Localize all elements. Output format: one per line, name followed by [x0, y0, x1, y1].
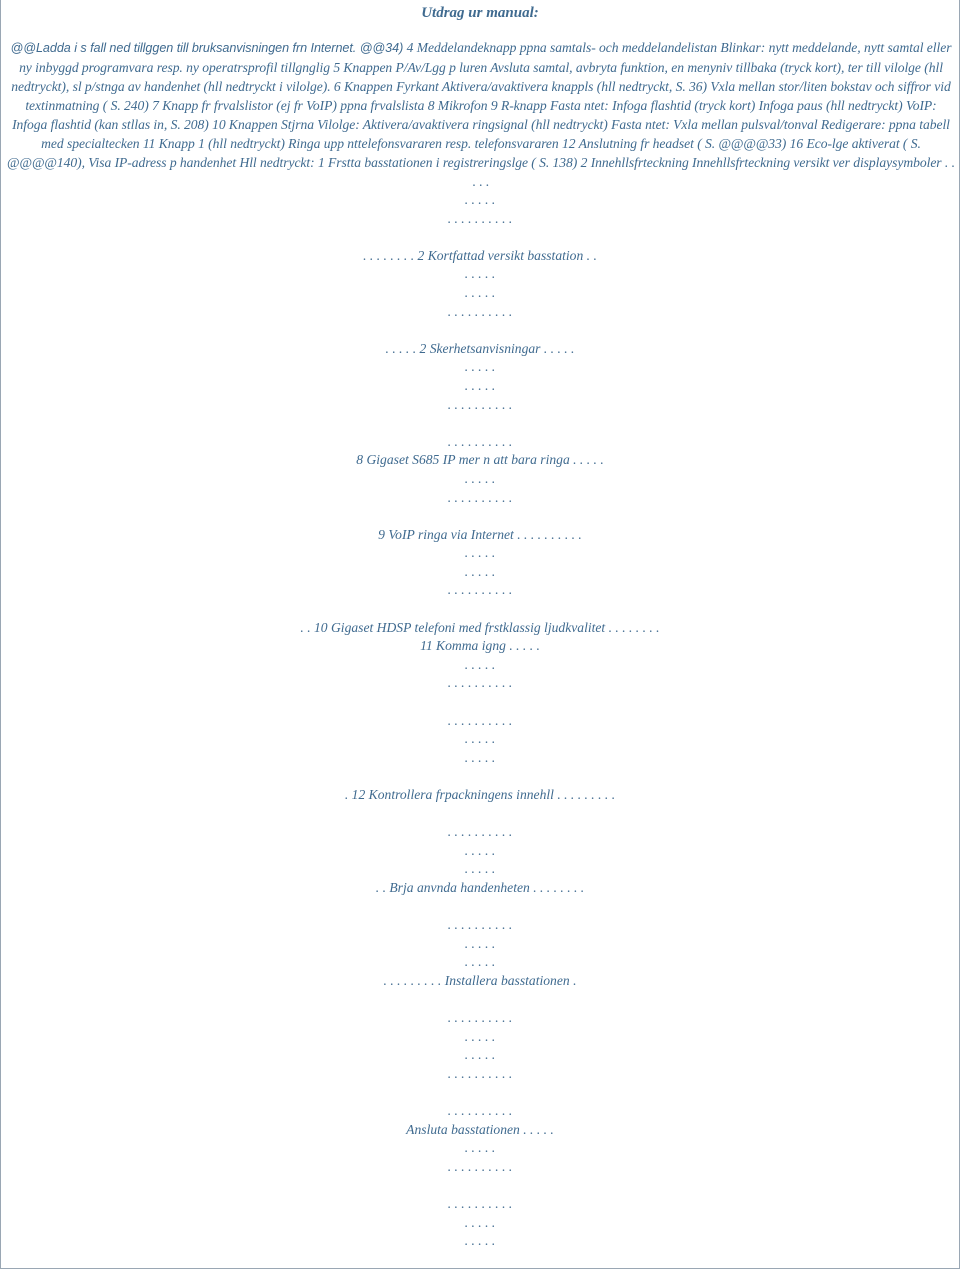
toc-line: . . . . . — [464, 1214, 496, 1230]
toc-line: . . . . . . . . . . — [447, 489, 513, 505]
toc-line: . . . . . . . . . . — [447, 712, 513, 728]
toc-line: . . . . . . . . . . — [447, 1010, 513, 1026]
toc-line: . . . . . — [464, 377, 496, 393]
toc-line: . . . . . . . . . . — [447, 303, 513, 319]
toc-line: Ansluta basstationen . . . . . — [406, 1121, 554, 1137]
toc-line: . . . . . — [464, 1047, 496, 1063]
table-of-contents — [1, 191, 959, 1251]
toc-line: . . . . . — [464, 192, 496, 207]
toc-line: . . . . . . . . . . — [447, 917, 513, 933]
toc-spacer — [1, 991, 959, 1010]
toc-spacer — [1, 600, 959, 619]
toc-line: . . 10 Gigaset HDSP telefoni med frstklassig ljudkvalitet . . . . . . . . — [300, 619, 660, 635]
toc-line: 8 Gigaset S685 IP mer n att bara ringa . . . . . — [356, 452, 604, 468]
toc-line: . . . . . . . . . . — [447, 1196, 513, 1212]
toc-line: . . . . . 2 Skerhetsanvisningar . . . . . — [385, 340, 575, 356]
toc-line: . . . . . — [464, 545, 496, 561]
toc-spacer — [1, 767, 959, 786]
toc-spacer — [1, 507, 959, 526]
toc-line: . . . . . — [464, 842, 496, 858]
toc-line: . . . . . . . . . . — [447, 1103, 513, 1119]
toc-line: . . . . . . . . . . — [447, 396, 513, 412]
toc-line: . . . . . . . . . Installera basstationen . — [383, 972, 577, 988]
toc-line: . . . . . — [464, 284, 496, 300]
intro-key-descriptions: 4 Meddelandeknapp ppna samtals- och meddelandelistan Blinkar: nytt meddelande, nytt samtal eller ny inbyggd programvara resp. ny operatrsprofil tillgnglig 5 Knappen P/Av/Lgg p luren Avsluta samtal, avbryta funktion, en menyniv tillbaka (tryck kort), ter till vilolge (hll nedtryckt), sl p/stnga av handenhet (hll nedtryckt i vilolge). 6 Knappen Fyrkant Aktivera/avaktivera knappls (hll nedtryckt, S. 36) Vxla mellan stor/liten bokstav och siffror vid textinmatning ( S. 240) 7 Knapp fr frvalslistor (ej fr VoIP) ppna frvalslista 8 Mikrofon 9 R-knapp Fasta ntet: Infoga flashtid (tryck kort) Infoga paus (hll nedtryckt) VoIP: Infoga flashtid (kan stllas in, S. 208) 10 Knappen Stjrna Vilolge: Aktivera/avaktivera ringsignal (hll nedtryckt) Fasta ntet: Vxla mellan pulsval/tonval Redigerare: ppna tabell med specialtecken 11 Knapp 1 (hll nedtryckt) Ringa upp nttelefonsvararen resp. telefonsvararen 12 Anslutning fr headset ( S. @@@@33) 16 Eco-lge aktiverat ( S. @@@@140), Visa IP-adress p handenhet Hll nedtryckt: 1 Frstta basstationen i registreringslge ( S. 138) 2 Innehllsfrteckning Innehllsfrteckning versikt ver displaysymboler . . . . . — [7, 40, 955, 189]
toc-line: . . . . . — [464, 954, 496, 970]
toc-line: . . . . . . . . . . — [447, 210, 513, 226]
toc-spacer — [1, 693, 959, 712]
toc-spacer — [1, 805, 959, 824]
toc-line: . . . . . — [464, 731, 496, 747]
toc-line: . . . . . . . . . . — [447, 1158, 513, 1174]
toc-line: 9 VoIP ringa via Internet . . . . . . . . . . — [378, 526, 582, 542]
toc-line: . . . . . — [464, 1233, 496, 1249]
toc-line: . . . . . — [464, 935, 496, 951]
toc-line: . . . . . . . . . . — [447, 675, 513, 691]
toc-line: . . . . . — [464, 861, 496, 877]
toc-line: . . . . . — [464, 563, 496, 579]
toc-line: . . . . . . . . . . — [447, 1065, 513, 1081]
toc-line: . . . . . . . . . . — [447, 824, 513, 840]
intro-paragraph — [7, 38, 955, 191]
toc-spacer — [1, 228, 959, 247]
toc-line: . . . . . — [464, 266, 496, 282]
toc-spacer — [1, 321, 959, 340]
toc-line: . . . . . — [464, 749, 496, 765]
toc-spacer — [1, 414, 959, 433]
toc-spacer — [1, 1176, 959, 1195]
toc-line: . . . . . — [464, 1140, 496, 1156]
toc-line: 11 Komma igng . . . . . — [420, 638, 540, 654]
toc-line: . . . . . — [464, 470, 496, 486]
toc-spacer — [1, 898, 959, 917]
toc-line: . . Brja anvnda handenheten . . . . . . . . — [375, 879, 585, 895]
toc-line: . . . . . — [464, 359, 496, 375]
toc-line: . . . . . . . . 2 Kortfattad versikt basstation . . — [363, 247, 597, 263]
toc-line: . 12 Kontrollera frpackningens innehll . . . . . . . . . — [344, 787, 616, 802]
toc-line: . . . . . . . . . . — [447, 433, 513, 449]
page-title: Utdrag ur manual: — [421, 5, 539, 21]
toc-line: . . . . . — [464, 656, 496, 672]
toc-line: . . . . . . . . . . — [447, 582, 513, 598]
toc-line: . . . . . — [464, 1028, 496, 1044]
intro-download-note: @@Ladda i s fall ned tillggen till bruksanvisningen frn Internet. @@34) — [10, 41, 404, 55]
toc-spacer — [1, 1084, 959, 1103]
